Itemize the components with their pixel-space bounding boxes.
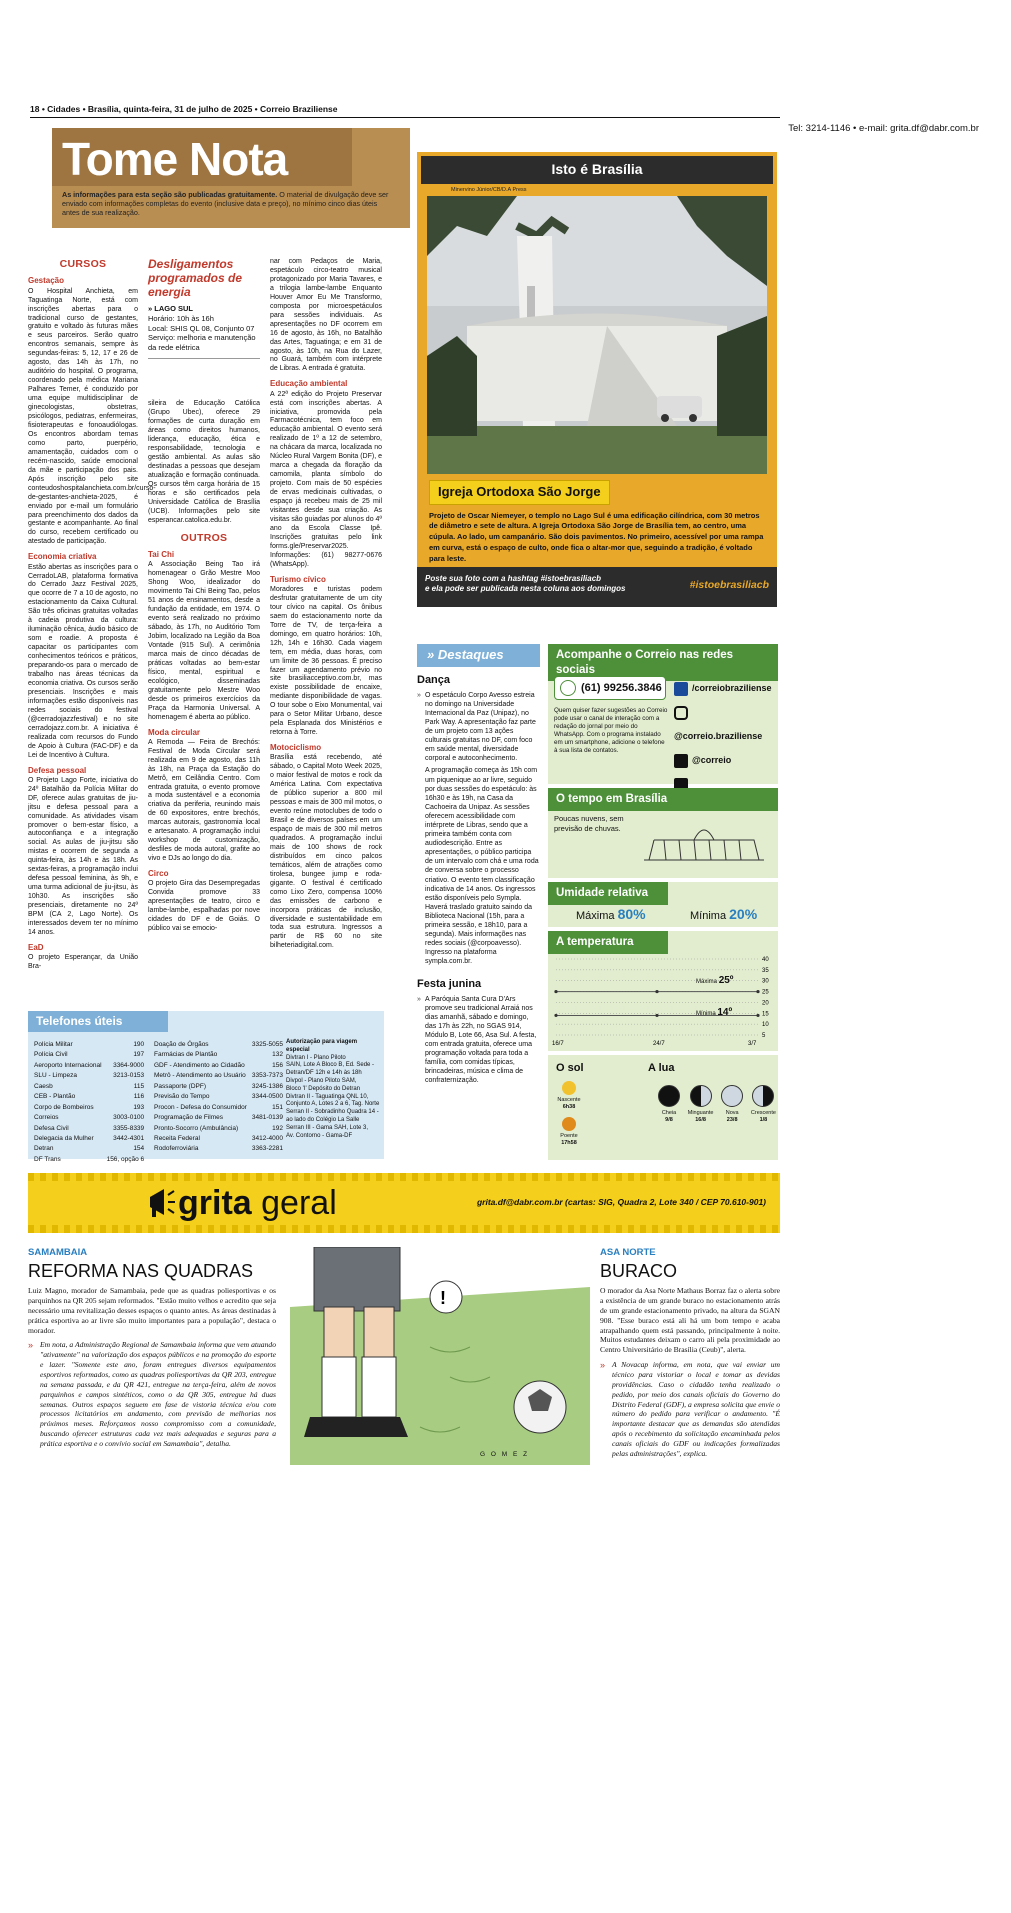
moon-label: Minguante — [687, 1110, 714, 1117]
instagram-link[interactable]: @correio.braziliense — [674, 700, 778, 748]
section-text: O Projeto Lago Forte, iniciativa do 24º Batalhão da Polícia Militar do DF, oferece aulas gratuitas de jiu-jitsu e defesa pessoal para a comunidade. As atividades visam promover o bem-estar físico, a autoconfiança e a integração social. As aulas de jiu-jitsu são mistas e ocorrem de segunda a quinta-feira, às 14h e às 18h. As sextas-feiras, a programação inclui defesa pessoal feminina, às 9h, e uma turma adicional de jiu-jitsu, às 10h30. As inscrições são presenciais, diretamente no 24º BPM (CA 2, Lago Norte). Os interessados devem ter no mínimo 14 anos. — [28, 776, 138, 936]
moon-phase — [751, 1085, 776, 1124]
phone-row: CEB - Plantão 116 — [34, 1093, 145, 1101]
destaques-title: » Destaques — [417, 644, 540, 667]
section-text: nar com Pedaços de Maria, espetáculo circo-teatro musical protagonizado por Maria Tavares, e a trilogia lambe-lambe Enquanto Houver Amor Eu Me Transformo, composta por microespetáculos para sessões individuais. As apresentações no DF ocorrem em 16 de agosto, às 16h, no Batalhão das Artes, Taguatinga; e em 31 de agosto, às 10h, na Rua do Lazer, no Guará, também com intérprete de Libras. A entrada é gratuita. — [270, 258, 382, 373]
section-text: Brasília está recebendo, até sábado, o Capital Moto Week 2025, o maior festival de motos e rock da América Latina. Com expectativa de público superior a 800 mil pessoas e mais de 300 mil motos, o evento reúne motoclubes de todo o Brasil e de diversos países em um espaço de mais de 300 mil metros quadrados. A programação inclui mais de 100 shows de rock distribuídos em cinco palcos temáticos, além de atrações como tirolesa, bungee jump e roda-gigante. O festival é certificado como Lixo Zero, compensa 100% das emissões de carbono e incorpora práticas de inclusão, diversidade e sustentabilidade em toda sua estrutura. Ingressos a partir de R$ 60 no site bilheteriadigital.com. — [270, 754, 382, 950]
moon-phase — [721, 1085, 743, 1124]
phone-row: Polícia Civil 197 — [34, 1051, 145, 1059]
y-tick-label: 25 — [762, 989, 769, 996]
phone-note: Bloco 'I' Depósito do Detran — [286, 1085, 360, 1092]
phone-row: Receita Federal 3412-4000 — [154, 1134, 283, 1142]
section-text: Estão abertas as inscrições para o CerradoLAB, plataforma formativa do Cerrado Jazz Festival 2025, que ocorre de 7 a 10 de agosto, no estacionamento da Caixa Cultural. São três oficinas gratuitas voltadas à cadeia produtiva da cultura: iluminação cênica, áudio básico de som e roadie. A proposta é capacitar os participantes com conhecimentos teóricos e práticos, preparando-os para o mercado de trabalho nas áreas técnicas da economia criativa. Os cursos serão presenciais. Inscrições e mais informações estão disponíveis nas redes sociais do festival (@cerradojazzfestival) e no site cerradojazz.com.br. A iniciativa é realizada com recursos do Fundo de Apoio à Cultura (FAC-DF) e da Lei de Incentivo à Cultura. — [28, 563, 138, 759]
tome-nota-banner — [52, 128, 410, 228]
moon-phase — [688, 1085, 714, 1124]
y-tick-label: 20 — [762, 1000, 769, 1007]
energy-box — [148, 258, 260, 359]
destaques-column — [417, 644, 540, 1086]
story-kicker: SAMAMBAIA — [28, 1247, 88, 1258]
page-header-line: 18 • Cidades • Brasília, quinta-feira, 31 de julho de 2025 • Correio Braziliense — [30, 104, 338, 114]
section-title: Turismo cívico — [270, 574, 326, 584]
facebook-icon — [674, 682, 688, 696]
forecast-text: Poucas nuvens, sem previsão de chuvas. — [554, 814, 624, 833]
data-point — [756, 990, 759, 993]
church-photo-svg — [427, 196, 767, 474]
phone-row: Pronto-Socorro (Ambulância) 192 — [154, 1124, 283, 1132]
y-tick-label: 40 — [762, 957, 769, 963]
x-tick-label: 24/7 — [653, 1041, 665, 1047]
whatsapp-number[interactable]: (61) 99256.3846 — [554, 676, 666, 700]
column-cursos — [28, 258, 156, 974]
temperature-title: A temperatura — [548, 931, 668, 954]
megaphone-icon — [146, 1185, 176, 1221]
section-title: Economia criativa — [28, 552, 97, 562]
phone-row: Corpo de Bombeiros 193 — [34, 1103, 145, 1111]
right-story — [600, 1247, 780, 1459]
data-point — [554, 1014, 557, 1017]
phone-note: Divtran II - Taguatinga QNL 10, — [286, 1093, 369, 1100]
story-kicker: ASA NORTE — [600, 1247, 656, 1258]
phone-row: Polícia Militar 190 — [34, 1041, 145, 1048]
data-point — [655, 990, 658, 993]
outros-heading: OUTROS — [180, 531, 228, 544]
moon-icon — [721, 1085, 743, 1107]
phone-row: Delegacia da Mulher 3442-4301 — [34, 1134, 145, 1142]
moon-date: 9/8 — [665, 1117, 673, 1124]
cartoon — [290, 1247, 590, 1465]
story-headline: REFORMA NAS QUADRAS — [28, 1261, 254, 1282]
moon-date: 1/8 — [759, 1117, 768, 1124]
left-story — [28, 1247, 276, 1449]
section-text: O Hospital Anchieta, em Taguatinga Norte, está com inscrições abertas para o tradicional curso de gestantes, gratuito e voltado às futuras mães e seus parceiros. Serão quatro encontros semanais, sempre às segundas-feiras: 5, 12, 17 e 26 de agosto, das 14h às 17h, no auditório do hospital. O programa, coordenado pela médica Mariana Palhares Temer, é conduzido por uma equipe multidisciplinar de ginecologistas, obstetras, psicólogos, pediatras, enfermeiras, fisioterapeutas e fonoaudiólogas. Os encontros abordam temas como parto, puerpério, amamentação, cuidados com o recém-nascido, saúde emocional da mãe e participação dos pais. Após inscrição pelo site conteudoshospitalanchieta.com.br/curso-de-gestantes-anchieta-2025, é enviado por e-mail um formulário para preenchimento dos dados da gestante e acompanhante. Ao final do curso, recebem certificado ou atestado de participação. — [28, 287, 156, 546]
church-photo — [427, 196, 767, 474]
caption-title: Igreja Ortodoxa São Jorge — [429, 480, 610, 505]
cursos-heading: CURSOS — [59, 258, 107, 270]
column-3 — [270, 258, 382, 953]
section-text: O projeto Gira das Desempregadas Convida promove 33 apresentações de teatro, circo e lambe-lambe, espalhadas por nove cidades do DF e de Goiás. O público vai se emocio- — [148, 880, 260, 933]
moon-label: Cheia — [661, 1110, 677, 1117]
temperature-chart — [552, 955, 776, 1049]
data-point — [554, 990, 557, 993]
y-tick-label: 10 — [762, 1022, 769, 1029]
phone-note: Divpol - Plano Piloto SAM, — [286, 1077, 357, 1084]
moon-label: Nova — [725, 1110, 739, 1117]
data-point — [655, 1014, 658, 1017]
isto-title: Isto é Brasília — [421, 156, 773, 184]
section-text: A Remoda — Feira de Brechós: Festival de Moda Circular será realizada em 9 de agosto, das 11h às 18h, na Praça da Estação do Metrô, em Ceilândia Centro. Com entrada gratuita, o evento promove a moda sustentável e a economia criativa da periferia, reunindo mais de 60 expositores, entre brechós, marcas autorais, gastronomia local e artesanato. A programação inclui workshop de customização, desfiles de moda autoral, grafite ao vivo e DJs ao longo do dia. — [148, 738, 260, 863]
phone-row: Correios 3003-0100 — [34, 1114, 145, 1122]
building-icon — [634, 810, 774, 874]
grita-banner — [28, 1173, 780, 1233]
section-title: Motociclismo — [270, 743, 322, 753]
caption-text: Projeto de Oscar Niemeyer, o templo no Lago Sul é uma edificação cilíndrica, com 30 metros de diâmetro e sete de altura. A Igreja Ortodoxa São Jorge de Brasília tem, ao centro, uma cúpula. Ao lado, um campanário. São dois pavimentos. No primeiro, acessível por uma rampa em curva, está o espaço de culto, onde fica o altar-mor que, seguindo a tradição, é voltado para leste. — [429, 510, 764, 564]
danca-text: » O espetáculo Corpo Avesso estreia no domingo na Universidade Internacional da Paz (Unipaz), no Park Way. A apresentação faz parte de um projeto com 13 ações culturais gratuitas no DF, com foco em saúde mental, diversidade corporal e autoconhecimento. A programação começa às 15h com um piquenique ao ar livre, seguido por duas sessões do espetáculo: às 16h30 e às 19h, na Casa da Cachoeira da Unipaz. As sessões oferecem acessibilidade com intérprete de Libras, sendo que a primeira também conta com audiodescrição. Entre as apresentações, o público participa de um intervalo com chá e uma roda de conversa sobre o processo criativo. O evento tem classificação indicativa de 14 anos. Os ingressos estão disponíveis pelo Sympla. Haverá traslado gratuito saindo da Biblioteca Nacional (15h, para a primeira sessão, e 18h10, para a segunda). Mais informações nas redes sociais (@corpoavesso). Ingresso na plataforma sympla.com.br. — [417, 691, 539, 966]
moon-label: Crescente — [750, 1110, 776, 1117]
header-rule — [30, 117, 780, 118]
column-outros — [148, 258, 260, 936]
tome-nota-intro: As informações para esta seção são publicadas gratuitamente. O material de divulgação deve ser enviado com informações completas do evento (inclusive data e preço), no mínimo cinco dias úteis antes de sua realização. — [62, 190, 389, 218]
festa-title: Festa junina — [417, 977, 482, 990]
sunrise: Nascente 6h38 — [554, 1081, 584, 1111]
moon-date: 16/8 — [695, 1117, 706, 1124]
phone-row: Detran 154 — [34, 1145, 145, 1153]
moon-phase — [658, 1085, 680, 1124]
story-reply: » Em nota, a Administração Regional de Samambaia informa que vem atuando "ativamente" na valorização dos espaços públicos e na promoção do esporte e lazer. "Somente este ano, foram entregues diversos equipamentos esportivos reformados, como as quadras poliesportivas da QR 203, entregue na semana passada, e da QR 421, entregue na terça-feira, além de novos parquinhos e campos sintéticos, como o da QR 305, entregue há duas semanas. Outros espaços seguem em fase de vistoria técnica e/ou com processos licitatórios em andamento, com previsão de melhorias nos próximos meses. Reforçamos nosso compromisso com a comunidade, buscando oferecer estruturas cada vez mais adequadas e seguras para a prática esportiva e o convívio social em Samambaia", detalha. — [28, 1340, 276, 1449]
phone-note: Divtran I - Plano Piloto — [286, 1054, 346, 1061]
cartoon-signature: G O M E Z — [480, 1450, 530, 1458]
section-text: A Associação Being Tao irá homenagear o Grão Mestre Moo Shong Woo, idealizador do movimento Tai Chi Being Tao, pelos 51 anos de ensinamentos, desde a fundação da entidade, em 1974. O evento será realizado no próximo sábado, às 17h, no Auditório Tom Jobim, localizado na Legião da Boa Vontade (915 Sul). A cerimônia marca mais de cinco décadas de práticas voltadas ao bem-estar físico, mental, espiritual e ecológico, disseminadas gratuitamente pelo Mestre Woo desde os primeiros exercícios da Praça da Harmonia Universal. A homenagem é aberta ao público. — [148, 561, 260, 721]
sunset: Poente 17h58 — [554, 1117, 584, 1147]
phone-row: Previsão do Tempo 3344-0500 — [154, 1093, 283, 1101]
phone-row: Programação de Filmes 3481-0139 — [154, 1114, 283, 1122]
section-title: Defesa pessoal — [28, 765, 87, 775]
tome-nota-title: Tome Nota — [62, 133, 288, 185]
sun-moon-box — [548, 1055, 778, 1160]
section-title: Circo — [148, 869, 169, 879]
social-box — [548, 644, 778, 784]
moon-icon — [690, 1085, 712, 1107]
phones-table-2 — [152, 1039, 291, 1156]
moon-phases — [658, 1085, 776, 1124]
story-body: O morador da Asa Norte Mathaus Borraz faz o alerta sobre a existência de um grande buraco no estacionamento atrás de um grande estacionamento privado, na altura da SGAN 908. "Esse buraco está ali há um bom tempo e acaba atrapalhando quem está passando, principalmente à noite. Muitos estudantes deixam o carro ali pela proximidade ao Centro Universitário de Brasília (Ceub)", alerta. — [600, 1286, 780, 1355]
energy-line: Horário: 10h às 16h — [148, 313, 214, 323]
temperature-box — [548, 931, 778, 1051]
y-tick-label: 30 — [762, 978, 769, 985]
story-reply: » A Novacap informa, em nota, que vai enviar um técnico para vistoriar o local e tomar as devidas providências. Caso o cidadão tenha realizado o pedido, por meio dos canais oficiais do Governo do Distrito Federal (GDF), a empresa solicita que envie o número do pedido para verificar o andamento. "É importante destacar que as demandas são atendidas após o recebimento da solicitação encaminhada pelos canais oficiais do GDF ou indicações formalizadas pelas administrações", explica. — [600, 1360, 780, 1458]
phones-table-1 — [32, 1039, 152, 1166]
humidity-title: Umidade relativa — [548, 882, 668, 905]
phone-note: Conjunto A, Lotes 2 a 6, Tag. Norte — [286, 1101, 380, 1108]
y-tick-label: 15 — [762, 1011, 769, 1018]
phone-row: Rodoferroviária 3363-2281 — [154, 1145, 283, 1153]
humidity-max: Máxima 80% — [576, 906, 646, 922]
temp-min-label: Mínima 14º — [696, 1007, 733, 1018]
x-tick-label: 3/7 — [748, 1041, 757, 1047]
phones-title: Telefones úteis — [28, 1011, 168, 1032]
svg-text:!: ! — [440, 1288, 446, 1308]
phone-note: SAIN, Lote A Bloco B, Ed. Sede - Detran/DF 12h e 14h às 18h — [286, 1062, 375, 1077]
section-text: A 22ª edição do Projeto Preservar está com inscrições abertas. A iniciativa, promovida pela Farmacotécnica, tem foco em educação ambiental. O evento será realizado de 1º a 12 de setembro, na chácara da marca, localizada no Núcleo Rural Vargem Bonita (DF), e marca a chegada da floração da camomila, planta símbolo do projeto. Com mais de 50 espécies de ervas medicinais cultivadas, o espaço já recebeu mais de 25 mil visitantes desde sua criação. As visitas são guiadas por alunos do 4º ano da Escola Classe Ipê. Inscrições gratuitas pelo link forms.gle/Preservar2025. Informações: (61) 98277-0676 (WhatsApp). — [270, 390, 382, 568]
phones-col3: Autorização para viagem especial Divtran I - Plano Piloto SAIN, Lote A Bloco B, Ed. Sede - Detran/DF 12h e 14h às 18h Divpol - Plano Piloto SAM, Bloco 'I' Depósito do Detran Divtran II - Taguatinga QNL 10, Conjunto A, Lotes 2 a 6, Tag. Norte Serran II - Sobradinho Quadra 14 - ao lado do Colégio La Salle Serran III - Gama SAH, Lote 3, Av. Contorno - Gama-DF — [286, 1039, 382, 1140]
humidity-min: Mínima 20% — [690, 906, 758, 922]
instagram-icon — [674, 706, 688, 720]
phone-note: Serran II - Sobradinho Quadra 14 - ao lado do Colégio La Salle — [286, 1109, 379, 1123]
social-title: Acompanhe o Correio nas redes sociais — [548, 644, 778, 681]
danca-title: Dança — [417, 673, 451, 686]
phones-box — [28, 1011, 384, 1163]
photo-credit: Minervino Júnior/CB/D.A Press — [451, 186, 527, 193]
energy-line: Serviço: melhoria e manutenção da rede elétrica — [148, 333, 256, 352]
section-title: Tai Chi — [148, 550, 175, 560]
section-text: O projeto Esperançar, da União Bra- — [28, 954, 138, 971]
phone-row: Metrô - Atendimento ao Usuário 3353-7373 — [154, 1072, 283, 1080]
moon-icon — [752, 1085, 774, 1107]
y-tick-label: 5 — [762, 1033, 766, 1039]
phone-row: Procon - Defesa do Consumidor 151 — [154, 1103, 283, 1111]
phone-row: Defesa Civil 3355-8339 — [34, 1124, 145, 1132]
phone-row: Farmácias de Plantão 132 — [154, 1051, 283, 1059]
phone-row: GDF - Atendimento ao Cidadão 156 — [154, 1061, 283, 1069]
whatsapp-icon — [560, 680, 576, 696]
weather-box — [548, 788, 778, 878]
contact-line: Tel: 3214-1146 • e-mail: grita.df@dabr.com.br — [788, 123, 979, 134]
humidity-box — [548, 882, 778, 927]
section-text: sileira de Educação Católica (Grupo Ubec), oferece 29 formações de curta duração em áreas como direitos humanos, liderança, educação, ética e responsabilidade, tecnologia e gestão ambiental. As aulas são destinadas a pessoas que desejam atualização e formação continuada. Os cursos têm carga horária de 15 horas e são certificados pela Universidade Católica de Brasília (UCB). Informações pelo site esperancar.catolica.edu.br. — [148, 400, 260, 524]
phone-row: Doação de Órgãos 3325-5055 — [154, 1041, 283, 1048]
moon-icon — [658, 1085, 680, 1107]
x-icon — [674, 754, 688, 768]
isto-e-brasilia-box — [417, 152, 777, 607]
phone-note: Av. Contorno - Gama-DF — [286, 1132, 353, 1139]
section-title: Moda circular — [148, 727, 201, 737]
sun-title: O sol — [556, 1062, 584, 1074]
sunset-icon — [562, 1117, 576, 1131]
phone-note: Serran III - Gama SAH, Lote 3, — [286, 1124, 369, 1131]
cartoon-illustration — [290, 1247, 590, 1465]
grita-contact: grita.df@dabr.com.br (cartas: SIG, Quadra 2, Lote 340 / CEP 70.610-901) — [476, 1197, 766, 1207]
isto-footer: Poste sua foto com a hashtag #istoebrasiliacb e ela pode ser publicada nesta coluna aos domingos #istoebrasiliacb — [417, 567, 777, 607]
facebook-link[interactable]: /correiobraziliense — [674, 676, 778, 700]
section-text: Moradores e turistas podem desfrutar gratuitamente de um city tour cívico na capital. Os ônibus saem do estacionamento norte da Torre de TV, de terça-feira a domingo, em quatro horários: 10h, 12h, 14h e 16h30. Cada viagem tem, em média, duas horas, com um limite de 36 pessoas. É preciso fazer um agendamento prévio no site brasiliacceptivo.com.br, mas existe possibilidade de encaixe, mediante disponibilidade de vagas. O tour sobe o Eixo Monumental, vai para o Setor Militar Urbano, desce pela Esplanada dos Ministérios e retorna à Torre. — [270, 585, 382, 737]
phone-row: Caesb 115 — [34, 1082, 145, 1090]
story-headline: BURACO — [600, 1261, 678, 1282]
energy-line: Local: SHIS QL 08, Conjunto 07 — [148, 323, 255, 333]
energy-place: » LAGO SUL — [148, 304, 194, 314]
whatsapp-text: Quem quiser fazer sugestões ao Correio pode usar o canal de interação com a redação do jornal por meio do WhatsApp. Com o programa instalado em um smartphone, adicione o telefone à sua lista de contatos. — [554, 707, 668, 755]
moon-date: 23/8 — [726, 1117, 738, 1124]
energy-title: Desligamentos programados de energia — [148, 257, 243, 299]
weather-title: O tempo em Brasília — [548, 788, 778, 811]
grita-title: grita geral — [178, 1184, 337, 1222]
story-body: Luiz Magno, morador de Samambaia, pede que as quadras poliesportivas e os parquinhos na QR 205 sejam reformados. "Estão muito velhos e acredito que seja necessário uma revitalização desses espaços o quanto antes. As áreas destinadas à prática esportiva ao ar livre são muito importantes para a população", destaca o morador. — [28, 1286, 276, 1335]
x-tick-label: 16/7 — [552, 1041, 564, 1047]
temp-max-label: Máxima 25º — [696, 975, 734, 986]
phone-row: Aeroporto Internacional 3364-9000 — [34, 1061, 145, 1069]
data-point — [756, 1014, 759, 1017]
y-tick-label: 35 — [762, 967, 769, 974]
section-title: Educação ambiental — [270, 379, 348, 389]
sunrise-icon — [562, 1081, 576, 1095]
hashtag: #istoebrasiliacb — [689, 579, 769, 591]
phone-row: SLU - Limpeza 3213-0153 — [34, 1072, 145, 1080]
phone-row: DF Trans 156, opção 6 — [34, 1155, 145, 1163]
section-title: Gestação — [28, 276, 65, 286]
x-link[interactable]: @correio — [674, 748, 778, 772]
moon-title: A lua — [648, 1062, 675, 1074]
phone-row: Passaporte (DPF) 3245-1386 — [154, 1082, 283, 1090]
festa-text: » A Paróquia Santa Cura D'Ars promove seu tradicional Arraiá nos dias amanhã, sábado e domingo, das 17h às 22h, no SGAS 914, Módulo B, Lote 66, Asa Sul. A festa, com entrada gratuita, oferece uma programação voltada para toda a família, com comidas típicas, brincadeiras, música e clima de confraternização. — [417, 995, 537, 1085]
section-title: EaD — [28, 942, 44, 952]
